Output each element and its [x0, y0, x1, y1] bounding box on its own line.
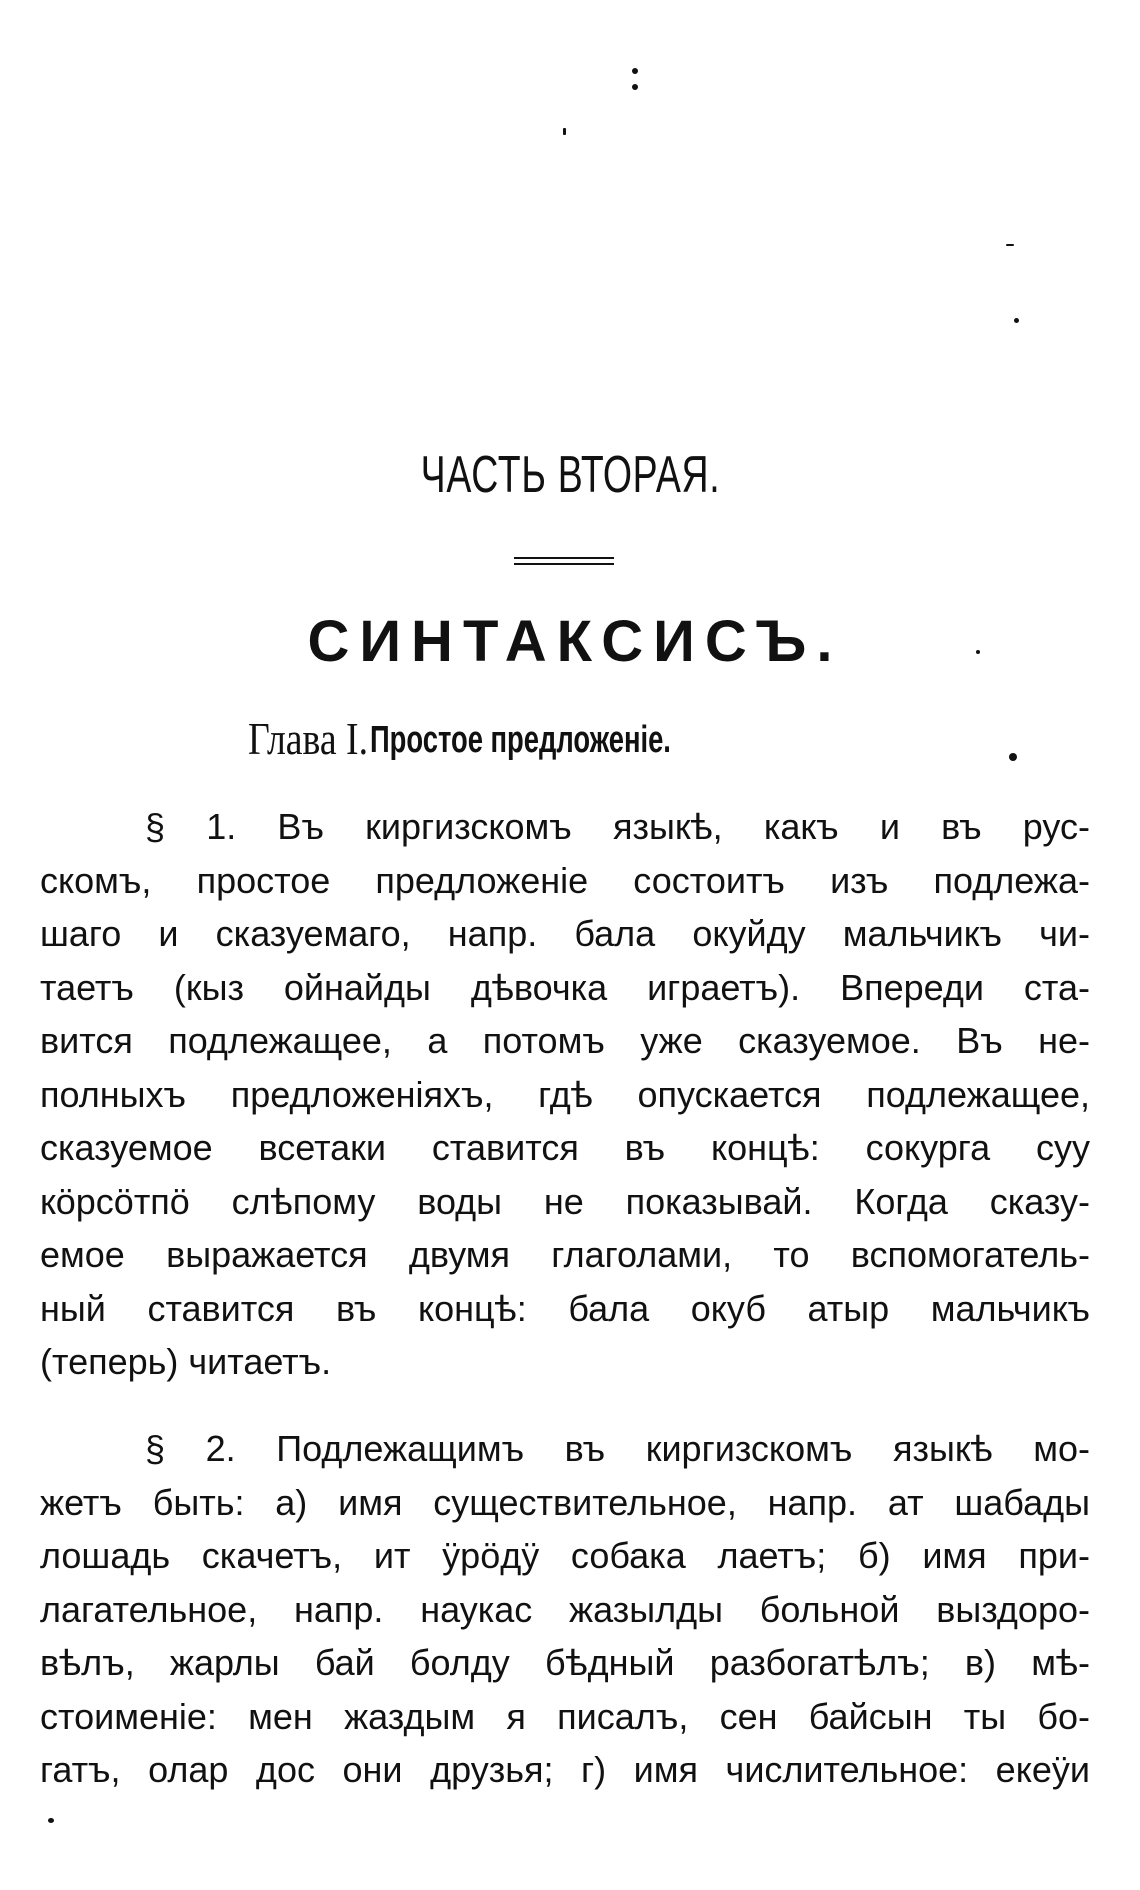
title-rule-bottom [514, 563, 614, 565]
title-rule-top [514, 557, 614, 559]
scan-speck [1006, 244, 1014, 246]
scan-speck [563, 128, 566, 135]
scan-speck [632, 84, 638, 90]
chapter-number: Глава I. [248, 713, 369, 764]
paragraph-1-line: вится подлежащее, а потомъ уже сказуемое. Въ не- [40, 1020, 1090, 1061]
chapter-title: Простое предложеніе. [370, 719, 672, 761]
section-title: СИНТАКСИСЪ. [307, 609, 843, 674]
chapter-heading [248, 712, 788, 765]
scan-speck [1014, 318, 1019, 323]
paragraph-1-line: сказуемое всетаки ставится въ концѣ: сокурга суу [40, 1127, 1090, 1168]
paragraph-2-line: жетъ быть: а) имя существительное, напр. ат шабады [40, 1481, 1090, 1523]
paragraph-2-line: стоименіе: мен жаздым я писалъ, сен байсын ты бо- [40, 1695, 1090, 1737]
paragraph-1-line: таетъ (кыз ойнайды дѣвочка играетъ). Впереди ста- [40, 966, 1090, 1008]
paragraph-2-line: вѣлъ, жарлы бай болду бѣдный разбогатѣлъ; в) мѣ- [40, 1642, 1090, 1683]
scan-speck [632, 68, 638, 74]
part-title: ЧАСТЬ ВТОРАЯ. [420, 446, 721, 504]
paragraph-2 [40, 1422, 1090, 1797]
paragraph-1-line: скомъ, простое предложеніе состоитъ изъ подлежа- [40, 859, 1090, 901]
paragraph-1-line: емое выражается двумя глаголами, то вспомогатель- [40, 1234, 1090, 1275]
paragraph-2-line: гатъ, олар дос они друзья; г) имя числительное: екеÿи [40, 1749, 1090, 1790]
paragraph-1-line: полныхъ предложеніяхъ, гдѣ опускается подлежащее, [40, 1073, 1090, 1115]
paragraph-2-line: лагательное, напр. наукас жазылды больной выздоро- [40, 1588, 1090, 1630]
scan-speck [1009, 753, 1017, 761]
paragraph-2-line: лошадь скачетъ, ит ÿрöдÿ собака лаетъ; б) имя при- [40, 1535, 1090, 1576]
paragraph-1-line: ный ставится въ концѣ: бала окуб атыр мальчикъ [40, 1287, 1090, 1329]
paragraph-1-line: (теперь) читаетъ. [40, 1341, 332, 1382]
paragraph-2-line: § 2. Подлежащимъ въ киргизскомъ языкѣ мо- [145, 1428, 1090, 1469]
scan-speck [48, 1818, 54, 1823]
paragraph-1 [40, 800, 1090, 1389]
paragraph-1-line: кöрсöтпö слѣпому воды не показывай. Когда сказу- [40, 1180, 1090, 1222]
paragraph-1-line: § 1. Въ киргизскомъ языкѣ, какъ и въ рус- [145, 806, 1090, 847]
paragraph-1-line: шаго и сказуемаго, напр. бала окуйду мальчикъ чи- [40, 913, 1090, 954]
